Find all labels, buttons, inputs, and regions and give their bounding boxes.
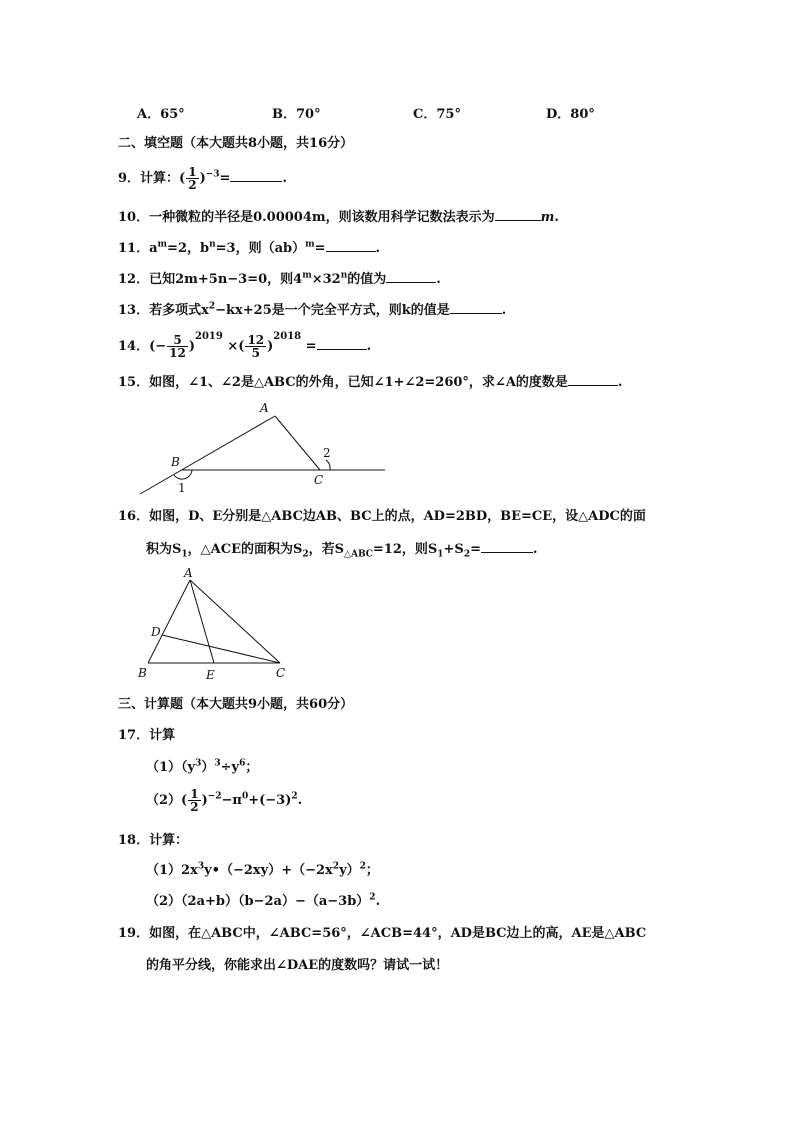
- q18-p1-exp-3: 2: [359, 861, 366, 872]
- q14-fraction-2: [245, 334, 266, 359]
- q16-part-a: 积为S: [146, 542, 182, 557]
- q17-p2-denominator: 2: [190, 800, 199, 814]
- section-2-title: 二、填空题（本大题共8小题，共16分）: [118, 136, 354, 151]
- q18-p2-exp: 2: [369, 892, 376, 903]
- figure-15-triangle: [130, 398, 390, 498]
- q9-fraction: [186, 166, 198, 191]
- q10-unit: m: [540, 210, 555, 225]
- q16-sub-3: △ABC: [344, 549, 373, 560]
- question-18-part-2: [146, 893, 380, 911]
- option-c: C．75°: [413, 107, 461, 122]
- q14-numerator-1: 5: [167, 334, 188, 347]
- fig15-angle-1-arc: [174, 470, 192, 479]
- q9-exponent: −3: [205, 169, 220, 180]
- q17-p2-fraction: [188, 788, 200, 813]
- fig16-label-e: E: [206, 668, 215, 682]
- q16-part-b: ，△ACE的面积为S: [187, 542, 303, 557]
- q14-denominator-1: 12: [169, 346, 186, 360]
- q16-part-e: +S: [443, 542, 464, 557]
- q12-answer-blank[interactable]: [386, 270, 436, 283]
- q14-exp-2: 2018: [273, 330, 302, 342]
- q9-equals: =: [219, 171, 231, 186]
- q11-exp-n: n: [209, 239, 216, 250]
- q17-p1-a: （1）（y: [146, 760, 196, 775]
- q18-p1-d: ；: [365, 863, 379, 878]
- q15-text: 15．如图，∠1、∠2是△ABC的外角，已知∠1+∠2=260°，求∠A的度数是: [118, 375, 568, 390]
- q17-p1-b: ）: [201, 760, 215, 775]
- fig15-line-ab-extended: [140, 416, 275, 494]
- q11-exp-m: m: [157, 239, 168, 250]
- q14-prefix: 14．: [118, 339, 150, 354]
- question-18-part-1: [146, 862, 379, 880]
- q17-p1-exp-1: 3: [195, 758, 202, 769]
- question-19-line-1: 19．如图，在△ABC中，∠ABC=56°，∠ACB=44°，AD是BC边上的高，AE是△ABC: [118, 926, 647, 941]
- fig16-label-c: C: [276, 666, 286, 680]
- fig15-angle-2-arc: [326, 460, 330, 470]
- question-17-title: 17．计算: [118, 728, 176, 743]
- q12-end: .: [436, 272, 441, 287]
- fig15-label-b: B: [171, 455, 180, 469]
- question-18-title: 18．计算：: [118, 833, 189, 848]
- q16-sub-4: 1: [437, 549, 444, 560]
- question-9: [118, 166, 287, 191]
- fig16-label-d: D: [151, 625, 161, 639]
- q17-p2-c: +(−3): [248, 793, 292, 808]
- q11-mid-1: =2，b: [167, 241, 210, 256]
- q16-answer-blank[interactable]: [481, 540, 533, 553]
- q18-p1-exp-2: 2: [332, 861, 340, 872]
- q13-end: .: [501, 303, 507, 318]
- q9-prefix: 9．计算：: [118, 171, 180, 186]
- q12-mid: ×32: [311, 272, 341, 287]
- q9-paren-close: ): [199, 171, 206, 186]
- q15-answer-blank[interactable]: [568, 373, 618, 386]
- fig16-side-ab: [148, 580, 190, 663]
- q11-exp-m2: m: [305, 239, 315, 250]
- question-10: [118, 208, 559, 227]
- q11-end: .: [375, 241, 381, 256]
- q16-end: .: [532, 542, 538, 557]
- question-14: [118, 330, 372, 360]
- q10-text: 10．一种微粒的半径是0.00004m，则该数用科学记数法表示为: [118, 210, 495, 225]
- q16-part-c: ，若S: [308, 542, 345, 557]
- q13-exp: 2: [208, 301, 216, 312]
- q10-end: .: [554, 210, 559, 225]
- q14-numerator-2: 12: [247, 333, 265, 347]
- q18-p1-b: y•（−2xy）+（−2x: [204, 863, 333, 878]
- q17-p1-d: ；: [245, 760, 259, 775]
- q16-sub-1: 1: [181, 549, 188, 560]
- fig15-label-a: A: [260, 401, 269, 415]
- q14-exp-1: 2019: [195, 330, 223, 342]
- q9-numerator: 1: [188, 165, 197, 179]
- fig16-side-ac: [190, 580, 280, 663]
- question-16-line-2: [146, 540, 538, 559]
- option-b: B．70°: [272, 107, 321, 122]
- fig15-label-c: C: [314, 473, 324, 487]
- question-17-part-1: [146, 759, 258, 777]
- q12-tail: 的值为: [347, 272, 387, 287]
- q9-denominator: 2: [188, 178, 197, 192]
- q15-end: .: [617, 375, 623, 390]
- q14-times: ×: [227, 339, 239, 354]
- q12-text: 12．已知2m+5n−3=0，则4: [118, 272, 303, 287]
- q16-part-f: =: [470, 542, 481, 557]
- q14-equals: =: [305, 339, 317, 354]
- q18-p1-exp-1: 3: [197, 861, 205, 872]
- q11-text: 11．a: [118, 241, 158, 256]
- q17-p2-close: ): [201, 793, 208, 808]
- q11-equals: =: [314, 241, 326, 256]
- q14-close-1: ): [188, 339, 195, 354]
- q17-p2-d: .: [297, 793, 303, 808]
- figure-16-triangle: [132, 566, 302, 686]
- q16-part-d: =12，则S: [372, 542, 438, 557]
- q9-answer-blank[interactable]: [230, 169, 282, 182]
- q14-open-1: (−: [149, 339, 167, 354]
- q17-p2-exp-2: 0: [241, 791, 249, 802]
- q14-denominator-2: 5: [251, 346, 260, 360]
- q17-p2-exp-1: −2: [207, 791, 222, 802]
- q13-text: 13．若多项式x: [118, 303, 209, 318]
- q13-tail: −kx+25是一个完全平方式，则k的值是: [215, 303, 450, 318]
- q18-p2-b: .: [375, 894, 381, 909]
- section-3-title: 三、计算题（本大题共9小题，共60分）: [118, 697, 354, 712]
- question-16-line-1: 16．如图，D、E分别是△ABC边AB、BC上的点，AD=2BD，BE=CE，设△ADC的面: [118, 509, 646, 524]
- q18-p1-a: （1）2x: [146, 863, 198, 878]
- q17-p2-exp-3: 2: [291, 791, 298, 802]
- question-13: [118, 301, 506, 320]
- q14-fraction-1: [167, 334, 188, 359]
- q17-p2-open: (: [181, 793, 188, 808]
- q17-p2-a: （2）: [146, 793, 182, 808]
- fig16-segment-ae: [190, 580, 214, 663]
- fig16-label-a: A: [184, 566, 193, 580]
- q11-mid-2: =3，则（ab）: [215, 241, 306, 256]
- q18-p1-c: y）: [339, 863, 360, 878]
- option-d: D．80°: [546, 107, 595, 122]
- q9-end: .: [282, 171, 287, 186]
- q10-answer-blank[interactable]: [495, 208, 541, 221]
- q17-p1-exp-2: 3: [214, 758, 221, 769]
- q17-p2-b: −π: [221, 793, 242, 808]
- q12-exp-n: n: [340, 270, 348, 281]
- q17-p2-numerator: 1: [190, 787, 199, 801]
- option-a: A．65°: [137, 107, 185, 122]
- fig16-label-b: B: [138, 666, 147, 680]
- fig15-label-1: 1: [178, 481, 186, 495]
- question-15: [118, 373, 622, 392]
- q14-open-2: (: [238, 339, 245, 354]
- q14-answer-blank[interactable]: [317, 337, 367, 350]
- fig15-label-2: 2: [323, 446, 331, 460]
- q9-paren-open: (: [179, 171, 186, 186]
- question-12: [118, 270, 441, 289]
- fig15-line-ac: [275, 416, 320, 470]
- q14-close-2: ): [267, 339, 274, 354]
- question-19-line-2: 的角平分线，你能求出∠DAE的度数吗？请试一试！: [146, 958, 449, 973]
- q18-p2-a: （2）（2a+b）（b−2a）−（a−3b）: [146, 894, 370, 909]
- q12-exp-m: m: [302, 270, 312, 281]
- q11-answer-blank[interactable]: [326, 239, 376, 252]
- question-17-part-2: [146, 788, 302, 814]
- q16-sub-2: 2: [302, 549, 309, 560]
- q17-p1-c: ÷y: [220, 760, 240, 775]
- q14-end: .: [366, 339, 372, 354]
- q17-p1-exp-3: 6: [239, 758, 246, 769]
- question-11: [118, 239, 380, 258]
- q13-answer-blank[interactable]: [450, 301, 502, 314]
- fig16-segment-dc: [162, 635, 280, 663]
- q16-sub-5: 2: [463, 549, 471, 560]
